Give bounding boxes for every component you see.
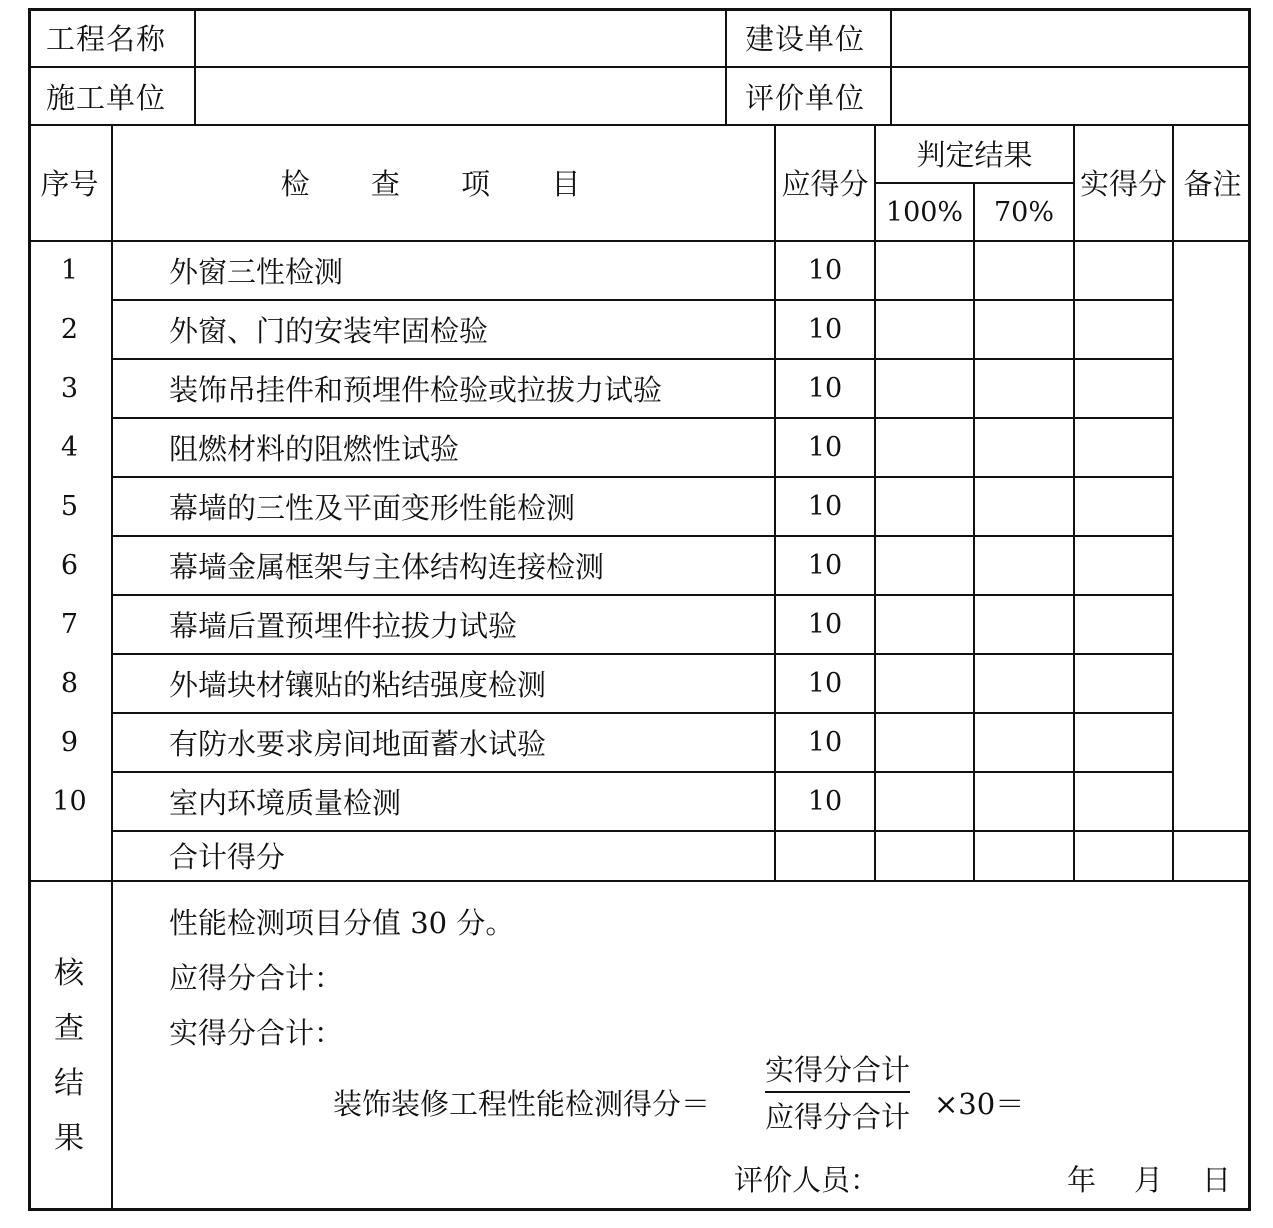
project-name-field[interactable]: [196, 8, 725, 66]
row-item: 幕墙的三性及平面变形性能检测: [169, 490, 576, 525]
result-line-expected-total: 应得分合计：: [169, 961, 344, 995]
row-item: 室内环境质量检测: [169, 785, 402, 820]
row-seq: 1: [60, 254, 79, 286]
col-header-remark: 备注: [1183, 167, 1242, 201]
row-score: 10: [807, 608, 843, 640]
fraction-bar: [765, 1091, 910, 1093]
fraction-numerator: 实得分合计: [765, 1053, 911, 1087]
col-header-item: 检 查 项 目: [280, 167, 607, 201]
row-seq: 8: [60, 667, 79, 699]
col-header-expected: 应得分: [781, 167, 869, 201]
col-header-100pct: 100%: [885, 196, 964, 228]
project-name-label: 工程名称: [46, 21, 167, 56]
total-label: 合计得分: [169, 840, 286, 874]
row-score: 10: [807, 549, 843, 581]
row-score: 10: [807, 372, 843, 404]
builder-field[interactable]: [892, 8, 1251, 66]
evaluator-field[interactable]: [892, 68, 1251, 124]
result-line-actual-total: 实得分合计：: [169, 1016, 344, 1050]
row-seq: 6: [60, 549, 79, 581]
result-side-char: 查: [54, 1011, 84, 1046]
col-header-seq: 序号: [40, 167, 99, 201]
row-seq: 10: [52, 785, 87, 817]
col-header-70pct: 70%: [993, 196, 1054, 228]
col-header-actual: 实得分: [1079, 167, 1167, 201]
formula-lhs: 装饰装修工程性能检测得分＝: [333, 1087, 711, 1121]
date-day: 日: [1202, 1163, 1232, 1197]
row-seq: 4: [60, 431, 79, 463]
row-item: 外窗、门的安装牢固检验: [169, 313, 489, 348]
row-seq: 5: [60, 490, 79, 522]
builder-label: 建设单位: [745, 21, 866, 56]
row-score: 10: [807, 313, 843, 345]
contractor-label: 施工单位: [46, 80, 167, 115]
row-seq: 3: [60, 372, 79, 404]
row-item: 幕墙金属框架与主体结构连接检测: [169, 549, 605, 584]
row-score: 10: [807, 726, 843, 758]
fraction-denominator: 应得分合计: [765, 1100, 911, 1134]
contractor-field[interactable]: [196, 68, 725, 124]
result-line-score-value: 性能检测项目分值 30 分。: [169, 906, 515, 940]
row-item: 装饰吊挂件和预埋件检验或拉拔力试验: [169, 372, 663, 407]
row-score: 10: [807, 490, 843, 522]
row-item: 阻燃材料的阻燃性试验: [169, 431, 460, 466]
date-month: 月: [1134, 1163, 1164, 1197]
signer-label: 评价人员：: [734, 1163, 880, 1197]
row-seq: 2: [60, 313, 79, 345]
result-side-char: 核: [54, 956, 84, 991]
date-year: 年: [1067, 1163, 1097, 1197]
result-side-char: 结: [54, 1066, 84, 1101]
col-header-judgement: 判定结果: [916, 138, 1033, 172]
evaluator-label: 评价单位: [745, 80, 866, 115]
row-score: 10: [807, 785, 843, 817]
row-item: 外窗三性检测: [169, 254, 344, 289]
row-item: 幕墙后置预埋件拉拔力试验: [169, 608, 518, 643]
row-score: 10: [807, 254, 843, 286]
result-side-char: 果: [54, 1121, 84, 1156]
formula-rhs: ×30＝: [934, 1087, 1025, 1121]
row-score: 10: [807, 667, 843, 699]
row-item: 有防水要求房间地面蓄水试验: [169, 726, 547, 761]
row-seq: 9: [60, 726, 79, 758]
row-item: 外墙块材镶贴的粘结强度检测: [169, 667, 547, 702]
row-seq: 7: [60, 608, 79, 640]
formula-fraction: [765, 1048, 910, 1136]
row-score: 10: [807, 431, 843, 463]
evaluation-form: [28, 8, 1251, 1211]
